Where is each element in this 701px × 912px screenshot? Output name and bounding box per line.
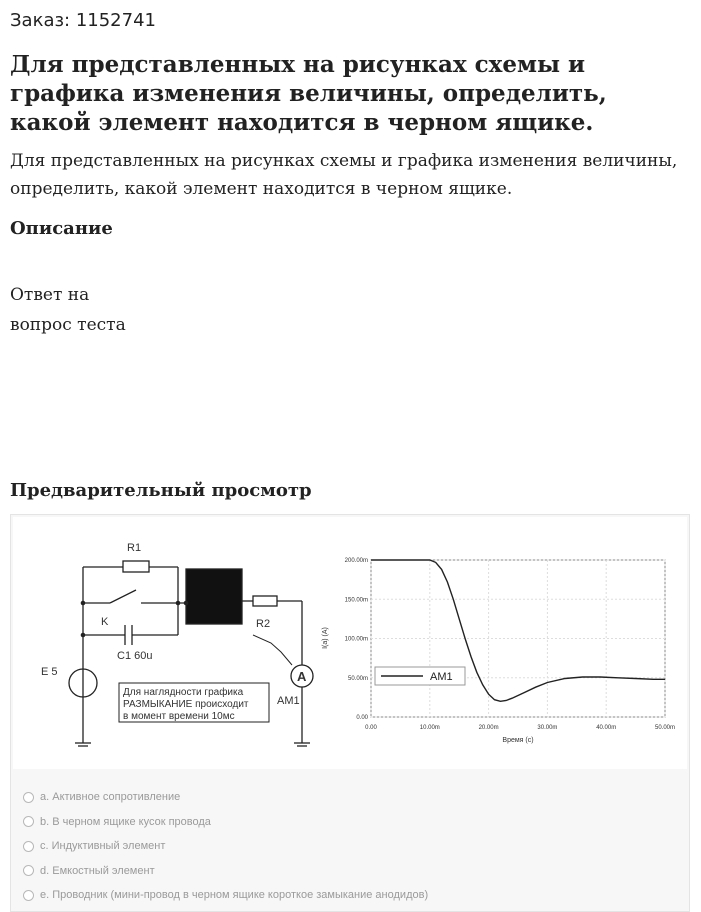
black-box [186, 569, 242, 624]
preview-frame [10, 514, 690, 912]
resistor-r1 [123, 561, 149, 572]
note-line-2: РАЗМЫКАНИЕ происходит [123, 699, 249, 710]
option-label: a. Активное сопротивление [40, 791, 181, 804]
current-chart [322, 558, 675, 744]
x-tick-label: 20.00m [478, 725, 499, 731]
preview-image [13, 517, 687, 769]
radio-icon[interactable] [23, 792, 34, 803]
label-c1: C1 60u [117, 650, 153, 662]
legend-label: AM1 [430, 671, 453, 683]
switch-k [110, 590, 136, 603]
description-heading: Описание [10, 218, 113, 239]
option-label: d. Емкостный элемент [40, 864, 155, 877]
ammeter-letter: A [297, 669, 307, 684]
radio-icon[interactable] [23, 865, 34, 876]
y-tick-label: 0.00 [356, 715, 368, 721]
x-tick-label: 0.00 [365, 725, 377, 731]
note-line-1: Для наглядности графика [123, 687, 244, 698]
y-tick-label: 150.00m [344, 597, 368, 604]
order-number: Заказ: 1152741 [10, 10, 156, 31]
option-e[interactable] [23, 883, 428, 908]
x-tick-label: 50.00m [654, 725, 676, 731]
answer-text [10, 280, 126, 340]
y-tick-label: 200.00m [344, 558, 368, 564]
label-e: E 5 [41, 666, 58, 678]
y-tick-label: 50.00m [347, 675, 368, 682]
radio-icon[interactable] [23, 816, 34, 827]
radio-icon[interactable] [23, 841, 34, 852]
answer-options [23, 785, 428, 908]
y-tick-label: 100.00m [344, 636, 368, 643]
option-a[interactable] [23, 785, 428, 810]
x-axis-label: Время (с) [502, 737, 534, 744]
preview-figure [13, 517, 687, 769]
label-r2: R2 [256, 618, 271, 630]
label-am1: AM1 [277, 695, 300, 707]
circuit-nodes [81, 601, 189, 638]
answer-line-1: Ответ на [10, 285, 90, 305]
label-r1: R1 [127, 542, 142, 554]
x-tick-label: 10.00m [419, 725, 440, 731]
option-c[interactable] [23, 834, 428, 859]
option-d[interactable] [23, 859, 428, 884]
y-axis-label: I(а) (А) [322, 627, 329, 649]
task-description: Для представленных на рисунках схемы и графика изменения величины, определить, какой элемент находится в черном ящике. [10, 151, 678, 199]
page-title: Для представленных на рисунках схемы и графика изменения величины, определить, какой элемент находится в черном ящике. [10, 51, 607, 136]
radio-icon[interactable] [23, 890, 34, 901]
resistor-r2 [253, 596, 277, 606]
preview-heading: Предварительный просмотр [10, 480, 312, 501]
option-b[interactable] [23, 810, 428, 835]
option-label: b. В черном ящике кусок провода [40, 815, 211, 828]
label-k: K [101, 616, 109, 628]
option-label: c. Индуктивный элемент [40, 840, 166, 853]
option-label: e. Проводник (мини-провод в черном ящике короткое замыкание анодидов) [40, 889, 429, 902]
answer-line-2: вопрос теста [10, 315, 126, 335]
note-line-3: в момент времени 10мс [123, 711, 235, 722]
x-tick-label: 40.00m [596, 725, 617, 731]
x-tick-label: 30.00m [537, 725, 558, 731]
